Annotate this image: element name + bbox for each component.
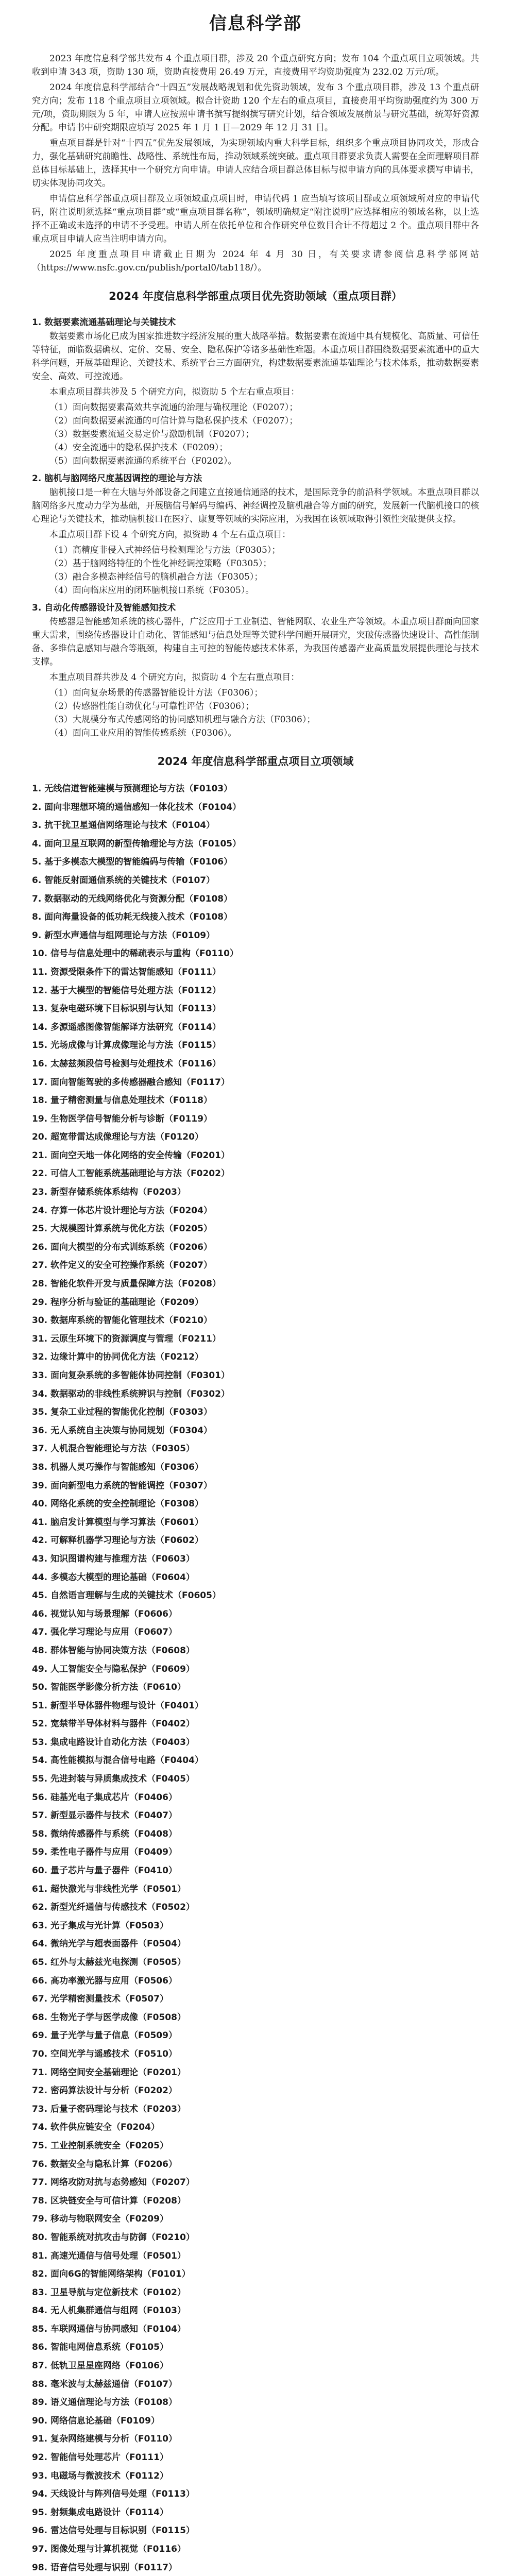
project-list-item: 95. 射频集成电路设计（F0114） (32, 2507, 168, 2518)
project-list-item: 52. 宽禁带半导体材料与器件（F0402） (32, 1719, 195, 1730)
project-list-item: 24. 存算一体芯片设计理论与方法（F0204） (32, 1205, 212, 1216)
project-list-item: 2. 面向非理想环境的通信感知一体化技术（F0104） (32, 802, 242, 812)
project-list-item: 17. 面向智能驾驶的多传感器融合感知（F0117） (32, 1077, 230, 1088)
project-list-item: 78. 区块链安全与可信计算（F0208） (32, 2195, 186, 2206)
group-title: 1. 数据要素流通基础理论与关键技术 (32, 317, 176, 328)
project-group (32, 600, 479, 740)
project-list-item: 30. 数据库系统的智能化管理技术（F0210） (32, 1315, 212, 1326)
project-list-item: 88. 毫米波与太赫兹通信（F0107） (32, 2379, 177, 2389)
project-list-item: 83. 卫星导航与定位新技术（F0102） (32, 2287, 186, 2298)
research-direction: （5）面向数据要素流通的系统平台（F0202）。 (49, 456, 237, 466)
project-list-item: 74. 软件供应链安全（F0204） (32, 2122, 160, 2133)
research-direction: （2）传感器性能自动优化与可靠性评估（F0306）； (49, 701, 254, 711)
project-list-item: 87. 低轨卫星星座网络（F0106） (32, 2361, 168, 2371)
intro-section (32, 52, 479, 275)
project-list-item: 3. 抗干扰卫星通信网络理论与技术（F0104） (32, 820, 215, 831)
project-list-item: 15. 光场成像与计算成像理论与方法（F0115） (32, 1040, 221, 1051)
project-list-item: 67. 光学精密测量技术（F0507） (32, 1994, 168, 2005)
project-list-item: 47. 强化学习理论与应用（F0607） (32, 1627, 177, 1638)
project-list-item: 10. 信号与信息处理中的稀疏表示与重构（F0110） (32, 948, 239, 959)
project-list-item: 57. 新型显示器件与技术（F0407） (32, 1810, 177, 1821)
project-list-item: 90. 网络信息论基础（F0109） (32, 2415, 160, 2426)
project-list-item: 45. 自然语言理解与生成的关键技术（F0605） (32, 1590, 221, 1601)
project-list-item: 43. 知识图谱构建与推理方法（F0603） (32, 1553, 195, 1564)
research-direction: （4）安全流通中的隐私保护技术（F0209）； (49, 443, 228, 453)
project-list-item: 69. 量子光学与量子信息（F0509） (32, 2030, 177, 2041)
project-list-item: 94. 天线设计与阵列信号处理（F0113） (32, 2489, 195, 2500)
research-direction: （3）大规模分布式传感网络的协同感知机理与融合方法（F0306）； (49, 715, 316, 725)
project-list-item: 81. 高速光通信与信号处理（F0501） (32, 2250, 186, 2261)
project-list-item: 16. 太赫兹频段信号检测与处理技术（F0116） (32, 1058, 221, 1069)
project-list-item: 64. 微纳光学与超表面器件（F0504） (32, 1939, 186, 1950)
project-list-item: 91. 复杂网络建模与分析（F0110） (32, 2434, 177, 2445)
project-list-item: 73. 后量子密码理论与技术（F0203） (32, 2104, 186, 2114)
project-list-item: 21. 面向空天地一体化网络的安全传输（F0201） (32, 1150, 230, 1161)
project-list-item: 9. 新型水声通信与组网理论与方法（F0109） (32, 930, 215, 941)
project-list-item: 37. 人机混合智能理论与方法（F0305） (32, 1444, 195, 1454)
project-group (32, 315, 479, 468)
project-group (32, 471, 479, 597)
project-list-item: 7. 数据驱动的无线网络优化与资源分配（F0108） (32, 893, 233, 904)
project-list-item: 70. 空间光学与遥感技术（F0510） (32, 2048, 177, 2059)
project-list-item: 5. 基于多模态大模型的智能编码与传输（F0106） (32, 857, 233, 868)
intro-paragraph: 申请信息科学部重点项目群及立项领域重点项目时，申请代码 1 应当填写该项目群或立项领域所对应的申请代码，附注说明须选择“重点项目群”或“重点项目群名称”，领域明确规定“附注说明”应选择相应的领域名称，以上选择不正确或未选择的申请不予受理。申请人所在依托单位和合作研究单位数目合计不得超过 2 个。重点项目群中各重点项目申请人应当注明申请方向。 (32, 194, 479, 244)
project-list-item: 34. 数据驱动的非线性系统辨识与控制（F0302） (32, 1388, 230, 1399)
project-list-item: 79. 移动与物联网安全（F0209） (32, 2214, 168, 2225)
project-list-item: 62. 新型光纤通信与传感技术（F0502） (32, 1902, 195, 1913)
project-list-item: 36. 无人系统自主决策与协同规划（F0304） (32, 1425, 212, 1436)
research-direction: （1）高精度非侵入式神经信号检测理论与方法（F0305）； (49, 545, 281, 555)
project-list-item: 33. 面向复杂系统的多智能体协同控制（F0301） (32, 1370, 230, 1381)
group-paragraph: 本重点项目群共涉及 4 个研究方向，拟资助 4 个左右重点项目： (49, 672, 300, 683)
project-list-item: 56. 硅基光电子集成芯片（F0406） (32, 1792, 177, 1803)
project-list-item: 40. 网络化系统的安全控制理论（F0308） (32, 1499, 203, 1510)
project-list-item: 14. 多源遥感图像智能解译方法研究（F0114） (32, 1022, 221, 1032)
project-list-item: 32. 边缘计算中的协同优化方法（F0212） (32, 1352, 203, 1363)
project-list-item: 71. 网络空间安全基础理论（F0201） (32, 2067, 186, 2078)
project-list-item: 93. 电磁场与微波技术（F0112） (32, 2470, 168, 2481)
project-list-item: 20. 超宽带雷达成像理论与方法（F0120） (32, 1132, 203, 1143)
section-heading-projects: 2024 年度信息科学部重点项目立项领域 (157, 755, 354, 768)
project-list-item: 50. 智能医学影像分析方法（F0610） (32, 1682, 186, 1693)
project-list-item: 39. 面向新型电力系统的智能调控（F0307） (32, 1480, 212, 1491)
project-list-item: 58. 微纳传感器件与系统（F0408） (32, 1828, 177, 1839)
project-list-item: 75. 工业控制系统安全（F0205） (32, 2140, 168, 2151)
project-list-item: 51. 新型半导体器件物理与设计（F0401） (32, 1700, 203, 1711)
section-heading-groups: 2024 年度信息科学部重点项目优先资助领域（重点项目群） (109, 290, 402, 302)
research-direction: （4）面向临床应用的闭环脑机接口系统（F0305）。 (49, 585, 254, 596)
project-list-item: 28. 智能化软件开发与质量保障方法（F0208） (32, 1279, 221, 1290)
project-list-item: 84. 无人机集群通信与组网（F0103） (32, 2306, 186, 2316)
project-list-item: 98. 语音信号处理与识别（F0117） (32, 2562, 177, 2573)
project-list-item: 1. 无线信道智能建模与预测理论与方法（F0103） (32, 784, 233, 794)
research-direction: （2）面向数据要素流通的可信计算与隐私保护技术（F0207）； (49, 416, 298, 426)
research-direction: （3）融合多模态神经信号的脑机融合方法（F0305）； (49, 572, 263, 582)
project-list-item: 8. 面向海量设备的低功耗无线接入技术（F0108） (32, 912, 233, 923)
project-list-item: 6. 智能反射面通信系统的关键技术（F0107） (32, 875, 215, 886)
research-direction: （2）基于脑网络特征的个性化神经调控策略（F0305）； (49, 558, 272, 569)
project-list-item: 86. 智能电网信息系统（F0105） (32, 2342, 168, 2353)
project-list-item: 59. 柔性电子器件与应用（F0409） (32, 1847, 177, 1858)
project-list-item: 97. 图像处理与计算机视觉（F0116） (32, 2544, 186, 2554)
project-list-item: 76. 数据安全与隐私计算（F0206） (32, 2159, 177, 2170)
research-direction: （1）面向复杂场景的传感器智能设计方法（F0306）； (49, 688, 263, 698)
project-list-item: 19. 生物医学信号智能分析与诊断（F0119） (32, 1113, 212, 1124)
project-list-item: 66. 高功率激光器与应用（F0506） (32, 1975, 177, 1986)
project-list-item: 29. 程序分析与验证的基础理论（F0209） (32, 1297, 203, 1308)
project-list-item: 4. 面向卫星互联网的新型传输理论与方法（F0105） (32, 838, 242, 849)
intro-paragraph: 2024 年度信息科学部结合“十四五”发展战略规划和优先资助领域，发布 3 个重点项目群，涉及 13 个重点研究方向；发布 118 个重点项目立项领域。拟合计资助 120 个左右的重点项目，直接费用平均资助强度约为 300 万元/项，资助期限为 5 年，申请人应按照申请书撰写提纲撰写研究计划，结合领域发展前景与研究基础，统筹好资源分配。申请书中研究期限应填写 2025 年 1 月 1 日—2029 年 12 月 31 日。 (32, 82, 479, 133)
project-list-item: 41. 脑启发计算模型与学习算法（F0601） (32, 1517, 203, 1528)
project-list-item: 80. 智能系统对抗攻击与防御（F0210） (32, 2232, 195, 2243)
project-list-item: 18. 量子精密测量与信息处理技术（F0118） (32, 1095, 212, 1106)
project-list-item: 35. 复杂工业过程的智能优化控制（F0303） (32, 1407, 212, 1418)
project-list-item: 82. 面向6G的智能网络架构（F0101） (32, 2269, 191, 2280)
project-list-item: 72. 密码算法设计与分析（F0202） (32, 2086, 177, 2096)
project-list-item: 11. 资源受限条件下的雷达智能感知（F0111） (32, 967, 221, 977)
group-paragraph: 传感器是智能感知系统的核心器件，广泛应用于工业制造、智能网联、农业生产等领域。本重点项目群面向国家重大需求，围绕传感器设计自动化、智能感知与信息处理等关键科学问题开展研究，突破传感器快速设计、高性能制备、多维信息感知与融合等瓶颈，构建自主可控的智能传感技术体系，为我国传感器产业高质量发展提供理论与技术支撑。 (32, 617, 479, 667)
intro-paragraph: 重点项目群是针对“十四五”优先发展领域，为实现领域内重大科学目标，组织多个重点项目协同攻关，形成合力，强化基础研究前瞻性、战略性、系统性布局，推动领域系统突破。重点项目群要求负责人需要在全面理解项目群总体目标基础上，选择其中一个研究方向申请。申请人应结合项目群总体目标与拟申请方向的具体要求撰写申请书，切实体现协同攻关。 (32, 138, 479, 189)
project-list-item: 60. 量子芯片与量子器件（F0410） (32, 1866, 177, 1876)
intro-paragraph: 2023 年度信息科学部共发布 4 个重点项目群，涉及 20 个重点研究方向；发布 104 个重点项目立项领域。共收到申请 343 项，资助 130 项，资助直接费用 26.49 万元，直接费用平均资助强度为 232.02 万元/项。 (32, 54, 479, 77)
project-list-item: 42. 可解释机器学习理论与方法（F0602） (32, 1535, 203, 1546)
intro-paragraph: 2025 年度重点项目申请截止日期为 2024 年 4 月 30 日，有关要求请参阅信息科学部网站（https://www.nsfc.gov.cn/publish/portal0/tab118/）。 (32, 249, 479, 273)
project-list-item: 46. 视觉认知与场景理解（F0606） (32, 1608, 177, 1619)
project-list-item: 77. 网络攻防对抗与态势感知（F0207） (32, 2177, 195, 2188)
project-list-item: 49. 人工智能安全与隐私保护（F0609） (32, 1664, 195, 1674)
project-list-item: 13. 复杂电磁环境下目标识别与认知（F0113） (32, 1004, 221, 1014)
page-title: 信息科学部 (209, 13, 302, 34)
project-list-item: 96. 雷达信号处理与目标识别（F0115） (32, 2526, 195, 2536)
project-list-item: 27. 软件定义的安全可控操作系统（F0207） (32, 1260, 212, 1271)
project-list-item: 31. 云原生环境下的资源调度与管理（F0211） (32, 1333, 221, 1344)
project-list-item: 54. 高性能模拟与混合信号电路（F0404） (32, 1755, 203, 1766)
project-list-item: 44. 多模态大模型的理论基础（F0604） (32, 1572, 195, 1583)
project-list (32, 780, 479, 2576)
project-list-item: 85. 车联网通信与协同感知（F0104） (32, 2324, 186, 2334)
project-list-item: 89. 语义通信理论与方法（F0108） (32, 2397, 177, 2408)
project-list-item: 61. 超快激光与非线性光学（F0501） (32, 1884, 186, 1894)
project-list-item: 23. 新型存储系统体系结构（F0203） (32, 1187, 186, 1198)
project-list-item: 12. 基于大模型的智能信号处理方法（F0112） (32, 985, 221, 996)
project-list-item: 55. 先进封装与异质集成技术（F0405） (32, 1774, 195, 1785)
project-list-item: 26. 面向大模型的分布式训练系统（F0206） (32, 1242, 212, 1252)
project-list-item: 38. 机器人灵巧操作与智能感知（F0306） (32, 1462, 203, 1472)
project-list-item: 53. 集成电路设计自动化方法（F0403） (32, 1737, 195, 1748)
project-list-item: 25. 大规模图计算系统与优化方法（F0205） (32, 1224, 212, 1234)
research-direction: （4）面向工业应用的智能传感系统（F0306）。 (49, 728, 237, 738)
project-list-item: 92. 智能信号处理芯片（F0111） (32, 2452, 168, 2463)
group-paragraph: 本重点项目群共涉及 5 个研究方向，拟资助 5 个左右重点项目： (49, 387, 300, 397)
group-title: 2. 脑机与脑网络尺度基因调控的理论与方法 (32, 473, 202, 484)
group-paragraph: 数据要素市场化已成为国家推进数字经济发展的重大战略举措。数据要素在流通中具有规模化、高质量、可信任等特征，面临数据确权、定价、交易、安全、隐私保护等诸多基础性难题。本重点项目群围绕数据要素流通中的重大科学问题，开展基础理论、关键技术、系统平台三方面研究，构建数据要素流通基础理论与技术体系，推动数据要素安全、高效、可控流通。 (32, 331, 479, 382)
project-list-item: 63. 光子集成与光计算（F0503） (32, 1920, 168, 1931)
research-direction: （3）数据要素流通交易定价与激励机制（F0207）； (49, 429, 254, 439)
project-list-item: 48. 群体智能与协同决策方法（F0608） (32, 1645, 195, 1656)
group-title: 3. 自动化传感器设计及智能感知技术 (32, 603, 176, 613)
project-list-item: 65. 红外与太赫兹光电探测（F0505） (32, 1957, 186, 1968)
research-direction: （1）面向数据要素高效共享流通的治理与确权理论（F0207）； (49, 402, 298, 413)
project-list-item: 68. 生物光子学与医学成像（F0508） (32, 2012, 186, 2023)
group-paragraph: 本重点项目群下设 4 个研究方向，拟资助 4 个左右重点项目： (49, 530, 291, 540)
project-list-item: 22. 可信人工智能系统基础理论与方法（F0202） (32, 1168, 230, 1179)
group-paragraph: 脑机接口是一种在大脑与外部设备之间建立直接通信通路的技术，是国际竞争的前沿科学领域。本重点项目群以脑网络多尺度动力学为基础，开展脑信号解码与编码、神经调控及脑机融合等方面的研究，发展新一代脑机接口的核心理论与关键技术，推动脑机接口在医疗、康复等领域的实际应用，为我国在该领域取得引领性突破提供支撑。 (32, 487, 479, 524)
